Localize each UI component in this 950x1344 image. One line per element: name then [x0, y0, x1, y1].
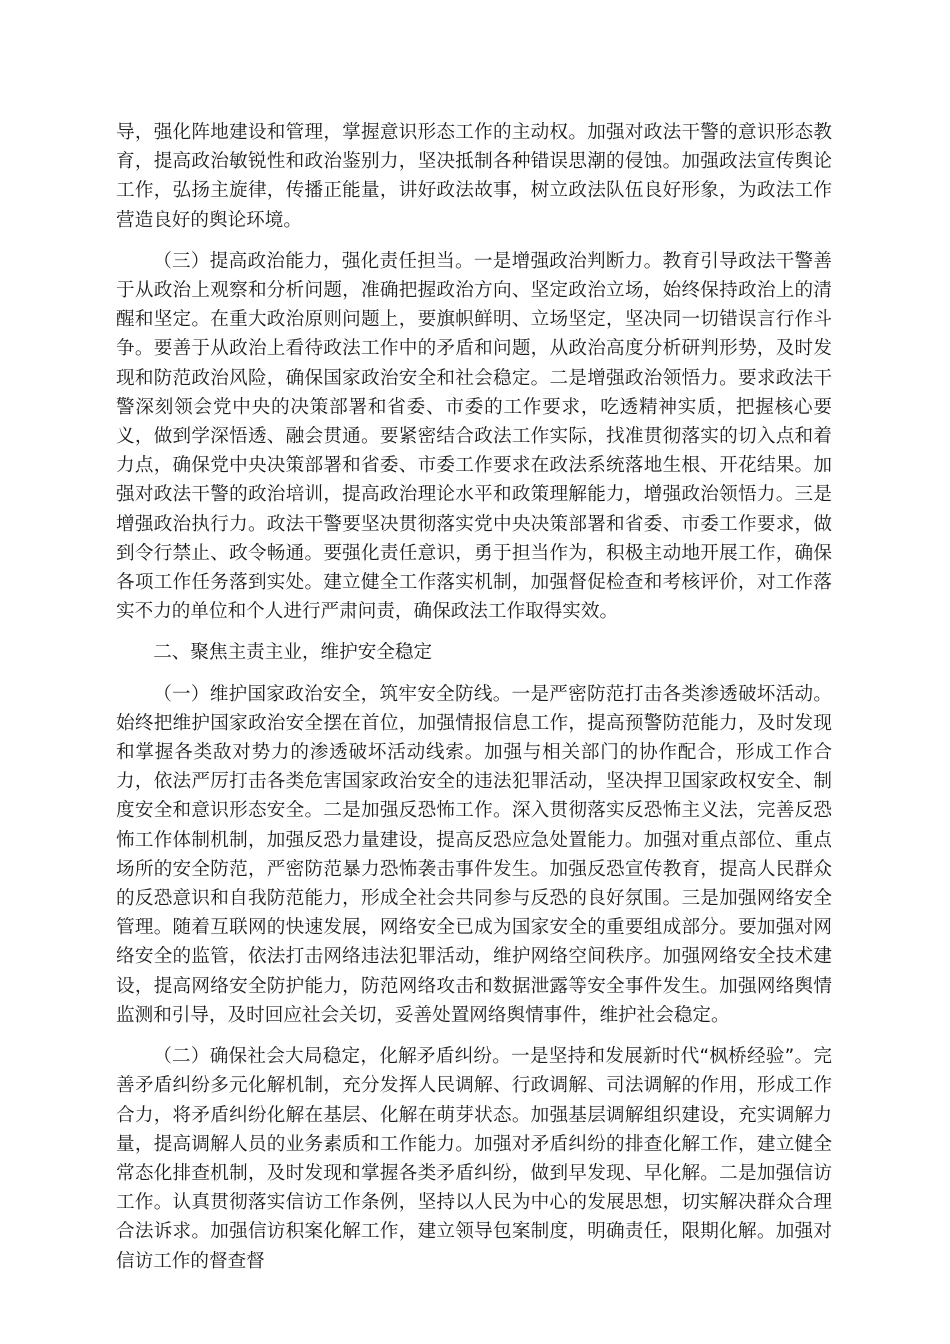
- paragraph-continuation: 导，强化阵地建设和管理，掌握意识形态工作的主动权。加强对政法干警的意识形态教育，提高政治敏锐性和政治鉴别力，坚决抵制各种错误思潮的侵蚀。加强政法宣传舆论工作，弘扬主旋律，传播正能量，讲好政法故事，树立政法队伍良好形象，为政法工作营造良好的舆论环境。: [116, 122, 832, 231]
- document-page: [116, 118, 832, 1288]
- section-heading: 二、聚焦主责主业，维护安全稳定: [153, 642, 433, 664]
- paragraph-political-capability: （三）提高政治能力，强化责任担当。一是增强政治判断力。教育引导政法干警善于从政治上观察和分析问题，准确把握政治方向、坚定政治立场，始终保持政治上的清醒和坚定。在重大政治原则问题上，要旗帜鲜明、立场坚定，坚决同一切错误言行作斗争。要善于从政治上看待政法工作中的矛盾和问题，从政治高度分析研判形势，及时发现和防范政治风险，确保国家政治安全和社会稳定。二是增强政治领悟力。要求政法干警深刻领会党中央的决策部署和省委、市委的工作要求，吃透精神实质，把握核心要义，做到学深悟透、融会贯通。要紧密结合政法工作实际，找准贯彻落实的切入点和着力点，确保党中央决策部署和省委、市委工作要求在政法系统落地生根、开花结果。加强对政法干警的政治培训，提高政治理论水平和政策理解能力，增强政治领悟力。三是增强政治执行力。政法干警要坚决贯彻落实党中央决策部署和省委、市委工作要求，做到令行禁止、政令畅通。要强化责任意识，勇于担当作为，积极主动地开展工作，确保各项工作任务落到实处。建立健全工作落实机制，加强督促检查和考核评价，对工作落实不力的单位和个人进行严肃问责，确保政法工作取得实效。: [116, 250, 832, 623]
- paragraph-national-security: （一）维护国家政治安全，筑牢安全防线。一是严密防范打击各类渗透破坏活动。始终把维护国家政治安全摆在首位，加强情报信息工作，提高预警防范能力，及时发现和掌握各类敌对势力的渗透破坏活动线索。加强与相关部门的协作配合，形成工作合力，依法严厉打击各类危害国家政治安全的违法犯罪活动，坚决捍卫国家政权安全、制度安全和意识形态安全。二是加强反恐怖工作。深入贯彻落实反恐怖主义法，完善反恐怖工作体制机制，加强反恐力量建设，提高反恐应急处置能力。加强对重点部位、重点场所的安全防范，严密防范暴力恐怖袭击事件发生。加强反恐宣传教育，提高人民群众的反恐意识和自我防范能力，形成全社会共同参与反恐的良好氛围。三是加强网络安全管理。随着互联网的快速发展，网络安全已成为国家安全的重要组成部分。要加强对网络安全的监管，依法打击网络违法犯罪活动，维护网络空间秩序。加强网络安全技术建设，提高网络安全防护能力，防范网络攻击和数据泄露等安全事件发生。加强网络舆情监测和引导，及时回应社会关切，妥善处置网络舆情事件，维护社会稳定。: [116, 683, 832, 1026]
- paragraph-social-stability: （二）确保社会大局稳定，化解矛盾纠纷。一是坚持和发展新时代“枫桥经验”。完善矛盾纠纷多元化解机制，充分发挥人民调解、行政调解、司法调解的作用，形成工作合力，将矛盾纠纷化解在基层、化解在萌芽状态。加强基层调解组织建设，充实调解力量，提高调解人员的业务素质和工作能力。加强对矛盾纠纷的排查化解工作，建立健全常态化排查机制，及时发现和掌握各类矛盾纠纷，做到早发现、早化解。二是加强信访工作。认真贯彻落实信访工作条例，坚持以人民为中心的发展思想，切实解决群众合理合法诉求。加强信访积案化解工作，建立领导包案制度，明确责任，限期化解。加强对信访工作的督查督: [116, 1046, 832, 1272]
